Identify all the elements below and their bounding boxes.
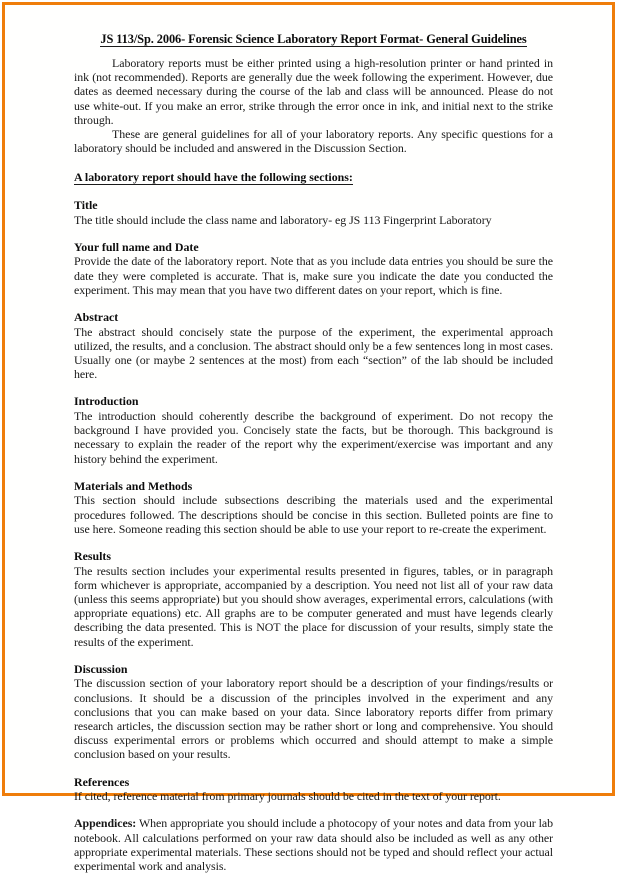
section-heading-discussion: Discussion	[74, 661, 128, 676]
intro-paragraph-1: Laboratory reports must be either printed using a high-resolution printer or hand printed in ink (not recommended). Reports are generally due the week following the experiment. However, due dates as deemed necessary during the course of the lab and class will be announced. Please do not use white-out. If you make an error, strike through the error once in ink, and initial next to the strike through.	[74, 56, 553, 127]
appendices-label: Appendices:	[74, 816, 137, 831]
section-body-discussion: The discussion section of your laboratory report should be a description of your findings/results or conclusions. It should be a discussion of the principles involved in the experiment and any conclusions that you can make based on your data. Since laboratory reports differ from primary research articles, the discussion section may be rather short or long and comprehensive. You should discuss experimental errors or problems which occurred and should attempt to make a simple conclusion based on your results.	[74, 676, 553, 762]
section-appendices	[74, 816, 553, 873]
section-body-name-date: Provide the date of the laboratory report. Note that as you include data entries you should be sure the date they were completed is accurate. That is, make sure you indicate the date you conducted the experiment. This may mean that you have two different dates on your report, which is fine.	[74, 254, 553, 297]
document-body	[74, 32, 553, 873]
document-page-frame	[2, 2, 615, 873]
section-body-references: If cited, reference material from primary journals should be cited in the text of your report.	[74, 789, 501, 804]
section-heading-abstract: Abstract	[74, 309, 119, 324]
document-title	[74, 32, 553, 47]
document-title-text: JS 113/Sp. 2006- Forensic Science Laboratory Report Format- General Guidelines	[100, 32, 527, 46]
section-heading-results: Results	[74, 548, 111, 563]
intro-paragraph-2: These are general guidelines for all of your laboratory reports. Any specific questions for a laboratory should be included and answered in the Discussion Section.	[74, 127, 553, 156]
section-body-abstract: The abstract should concisely state the purpose of the experiment, the experimental approach utilized, the results, and a conclusion. The abstract should only be a few sentences long in most cases. Usually one (or maybe 2 sentences at the most) from each “section” of the lab should be included here.	[74, 324, 554, 382]
section-heading-materials-methods: Materials and Methods	[74, 478, 193, 493]
section-heading-title: Title	[74, 197, 98, 212]
section-body-materials-methods: This section should include subsections describing the materials used and the experimental procedures followed. The descriptions should be concise in this section. Bulleted points are fine to use here. Someone reading this section should be able to use your report to re-create the experiment.	[74, 493, 553, 536]
section-heading-references: References	[74, 774, 130, 789]
section-body-introduction: The introduction should coherently describe the background of experiment. Do not recopy the background I have provided you. Concisely state the facts, but be thorough. This background is necessary to explain the reader of the report why the experiment/exercise was important and any history behind the experiment.	[74, 408, 553, 466]
section-heading-introduction: Introduction	[74, 394, 139, 409]
appendices-body: When appropriate you should include a photocopy of your notes and data from your lab notebook. All calculations performed on your raw data should also be included as well as any other appropriate experimental materials. These sections should not be typed and should reflect your actual experimental work and analysis.	[74, 816, 553, 873]
section-body-results: The results section includes your experimental results presented in figures, tables, or in paragraph form whichever is appropriate, accompanied by a description. You need not list all of your raw data (unless this seems appropriate) but you should show averages, experimental errors, calculations (with appropriate equations) etc. All graphs are to be computer generated and must have legends clearly describing the data presented. This is NOT the place for discussion of your results, simply state the results of the experiment.	[74, 563, 553, 649]
sections-list-heading-text: A laboratory report should have the following sections:	[74, 170, 353, 185]
sections-list-heading	[74, 170, 553, 185]
section-heading-name-date: Your full name and Date	[74, 239, 199, 254]
section-body-title: The title should include the class name and laboratory- eg JS 113 Fingerprint Laboratory	[74, 212, 492, 227]
